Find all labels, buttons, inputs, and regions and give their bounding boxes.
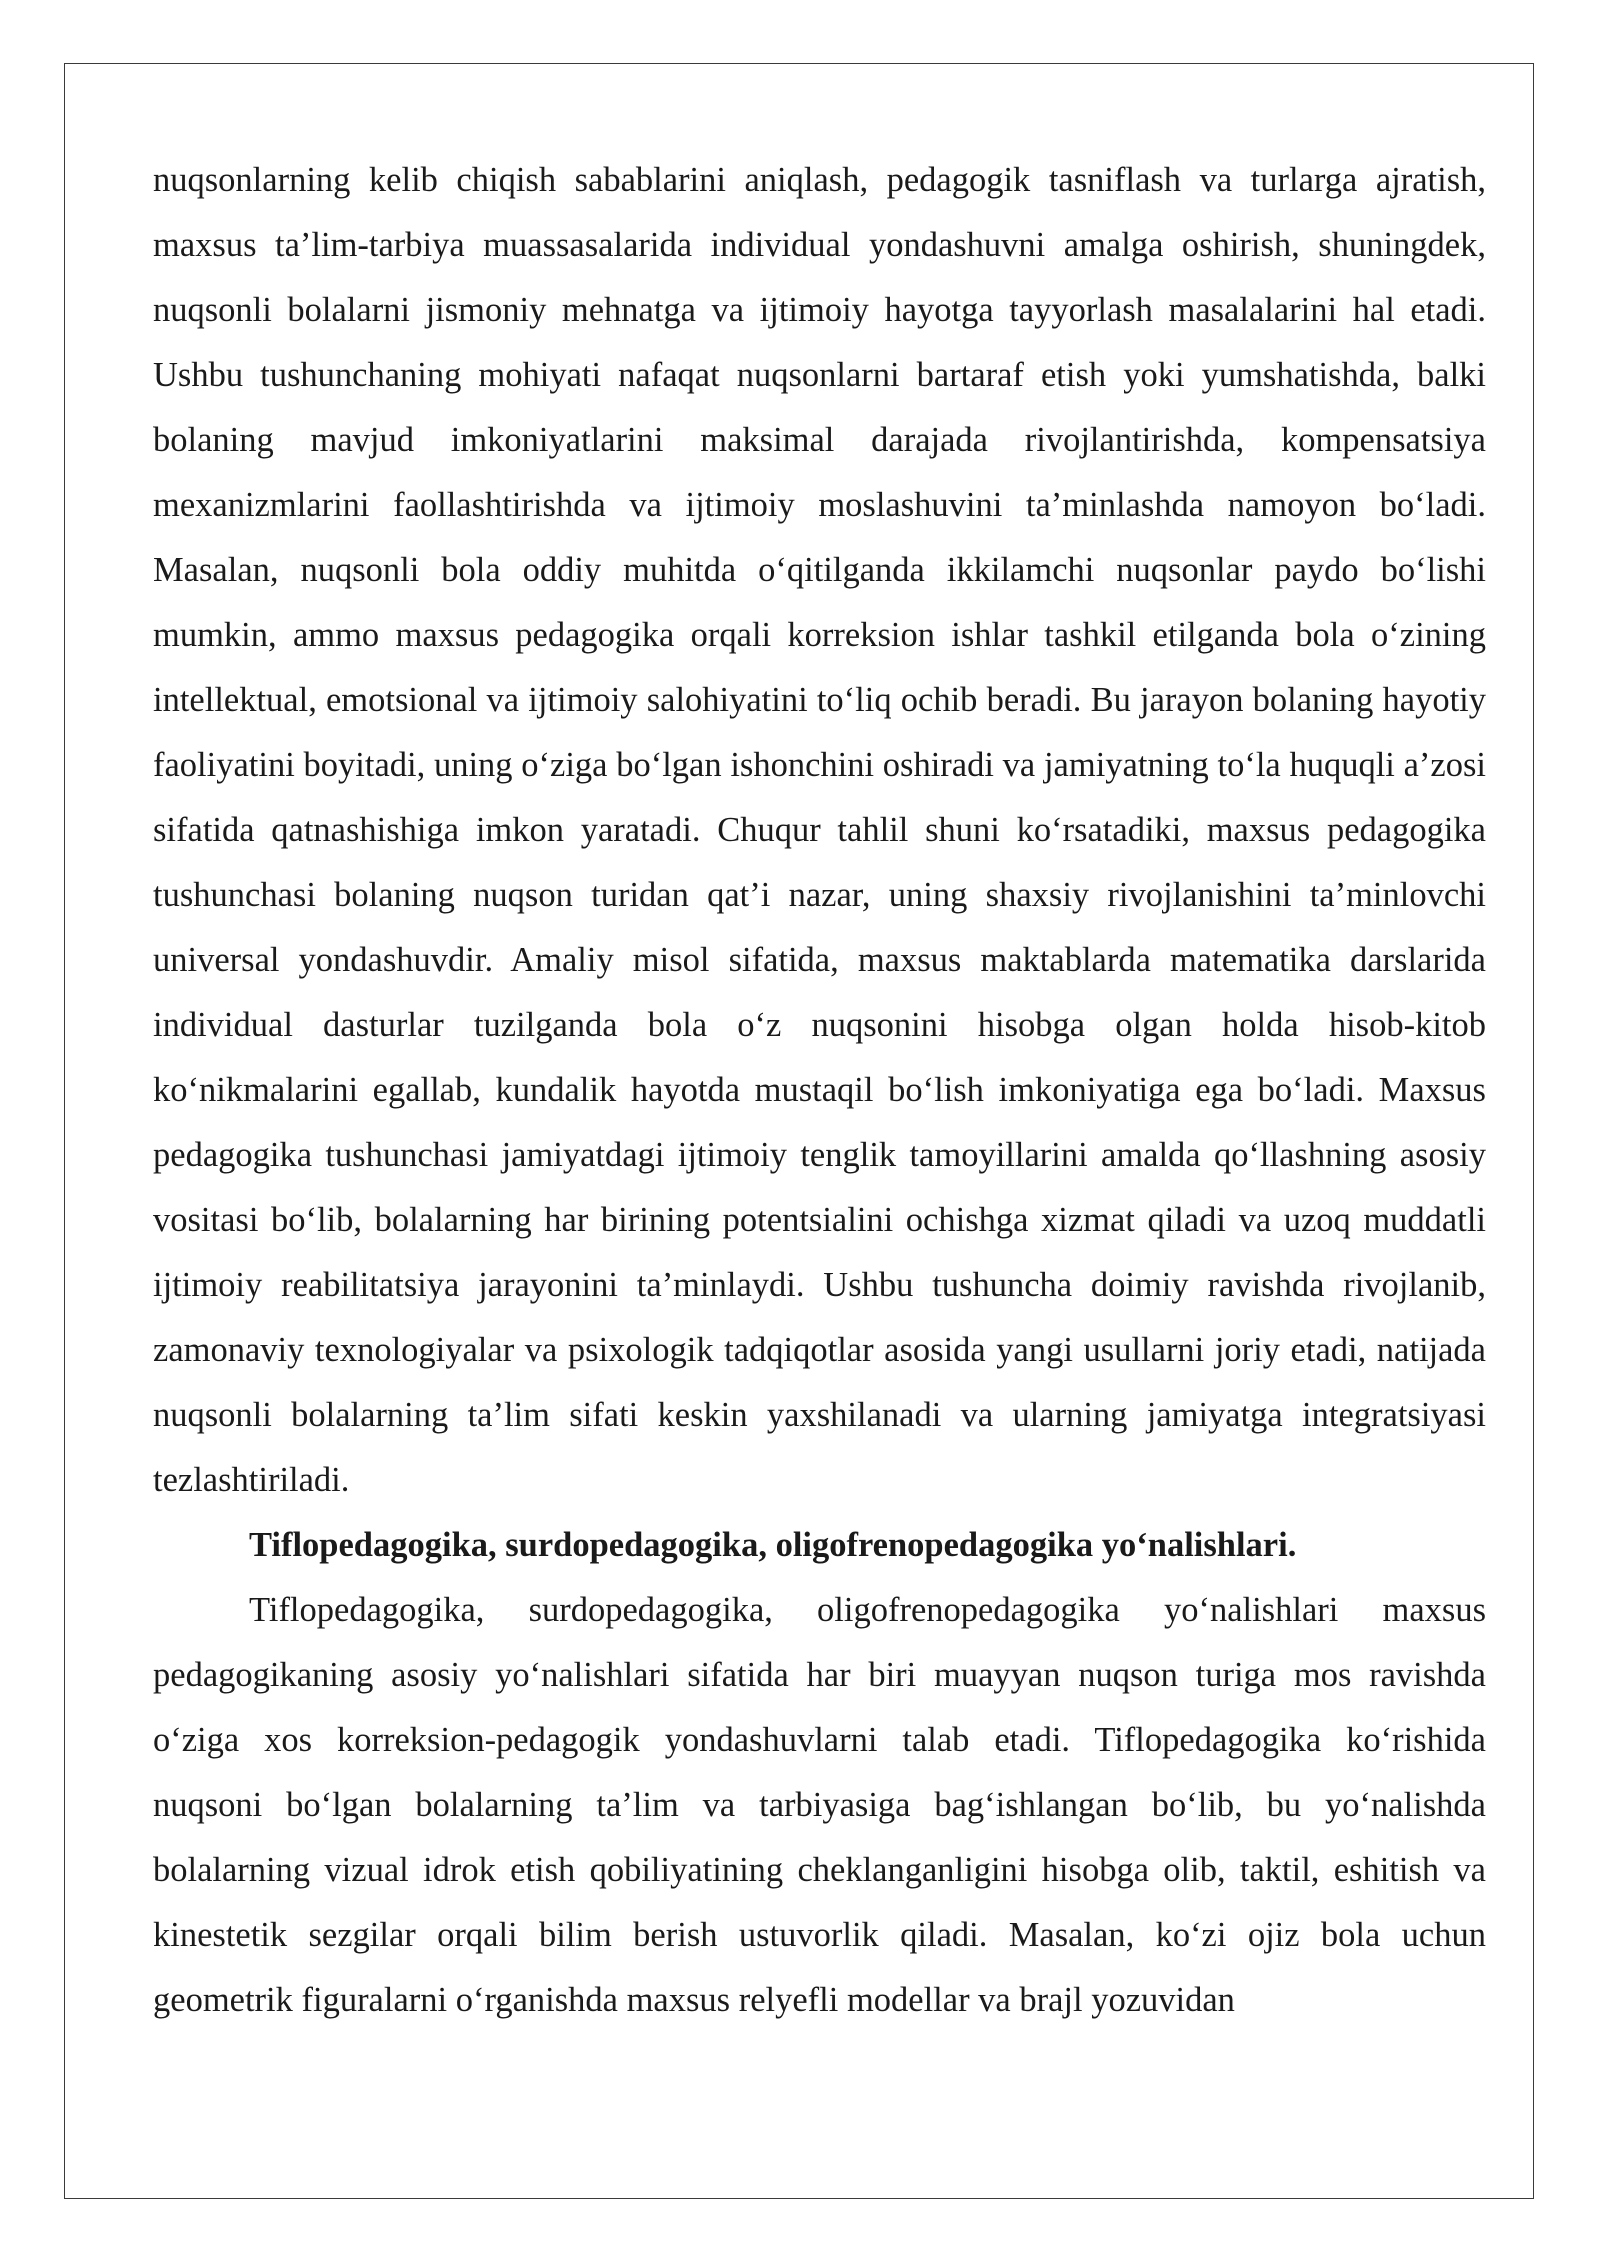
- paragraph-body: Tiflopedagogika, surdopedagogika, oligofrenopedagogika yo‘nalishlari maxsus pedagogikaning asosiy yo‘nalishlari sifatida har biri muayyan nuqson turiga mos ravishda o‘ziga xos korreksion-pedagogik yondashuvlarni talab etadi. Tiflopedagogika ko‘rishida nuqsoni bo‘lgan bolalarning ta’lim va tarbiyasiga bag‘ishlangan bo‘lib, bu yo‘nalishda bolalarning vizual idrok etish qobiliyatining cheklanganligini hisobga olib, taktil, eshitish va kinestetik sezgilar orqali bilim berish ustuvorlik qiladi. Masalan, ko‘zi ojiz bola uchun geometrik figuralarni o‘rganishda maxsus relyefli modellar va brajl yozuvidan: [153, 1591, 1486, 2019]
- section-heading: Tiflopedagogika, surdopedagogika, oligofrenopedagogika yo‘nalishlari.: [249, 1526, 1297, 1564]
- document-body: [153, 148, 1486, 2033]
- paragraph-continuation: nuqsonlarning kelib chiqish sabablarini aniqlash, pedagogik tasniflash va turlarga ajratish, maxsus ta’lim-tarbiya muassasalarida individual yondashuvni amalga oshirish, shuningdek, nuqsonli bolalarni jismoniy mehnatga va ijtimoiy hayotga tayyorlash masalalarini hal etadi. Ushbu tushunchaning mohiyati nafaqat nuqsonlarni bartaraf etish yoki yumshatishda, balki bolaning mavjud imkoniyatlarini maksimal darajada rivojlantirishda, kompensatsiya mexanizmlarini faollashtirishda va ijtimoiy moslashuvini ta’minlashda namoyon bo‘ladi. Masalan, nuqsonli bola oddiy muhitda o‘qitilganda ikkilamchi nuqsonlar paydo bo‘lishi mumkin, ammo maxsus pedagogika orqali korreksion ishlar tashkil etilganda bola o‘zining intellektual, emotsional va ijtimoiy salohiyatini to‘liq ochib beradi. Bu jarayon bolaning hayotiy faoliyatini boyitadi, uning o‘ziga bo‘lgan ishonchini oshiradi va jamiyatning to‘la huquqli a’zosi sifatida qatnashishiga imkon yaratadi. Chuqur tahlil shuni ko‘rsatadiki, maxsus pedagogika tushunchasi bolaning nuqson turidan qat’i nazar, uning shaxsiy rivojlanishini ta’minlovchi universal yondashuvdir. Amaliy misol sifatida, maxsus maktablarda matematika darslarida individual dasturlar tuzilganda bola o‘z nuqsonini hisobga olgan holda hisob-kitob ko‘nikmalarini egallab, kundalik hayotda mustaqil bo‘lish imkoniyatiga ega bo‘ladi. Maxsus pedagogika tushunchasi jamiyatdagi ijtimoiy tenglik tamoyillarini amalda qo‘llashning asosiy vositasi bo‘lib, bolalarning har birining potentsialini ochishga xizmat qiladi va uzoq muddatli ijtimoiy reabilitatsiya jarayonini ta’minlaydi. Ushbu tushuncha doimiy ravishda rivojlanib, zamonaviy texnologiyalar va psixologik tadqiqotlar asosida yangi usullarni joriy etadi, natijada nuqsonli bolalarning ta’lim sifati keskin yaxshilanadi va ularning jamiyatga integratsiyasi tezlashtiriladi.: [153, 161, 1486, 1499]
